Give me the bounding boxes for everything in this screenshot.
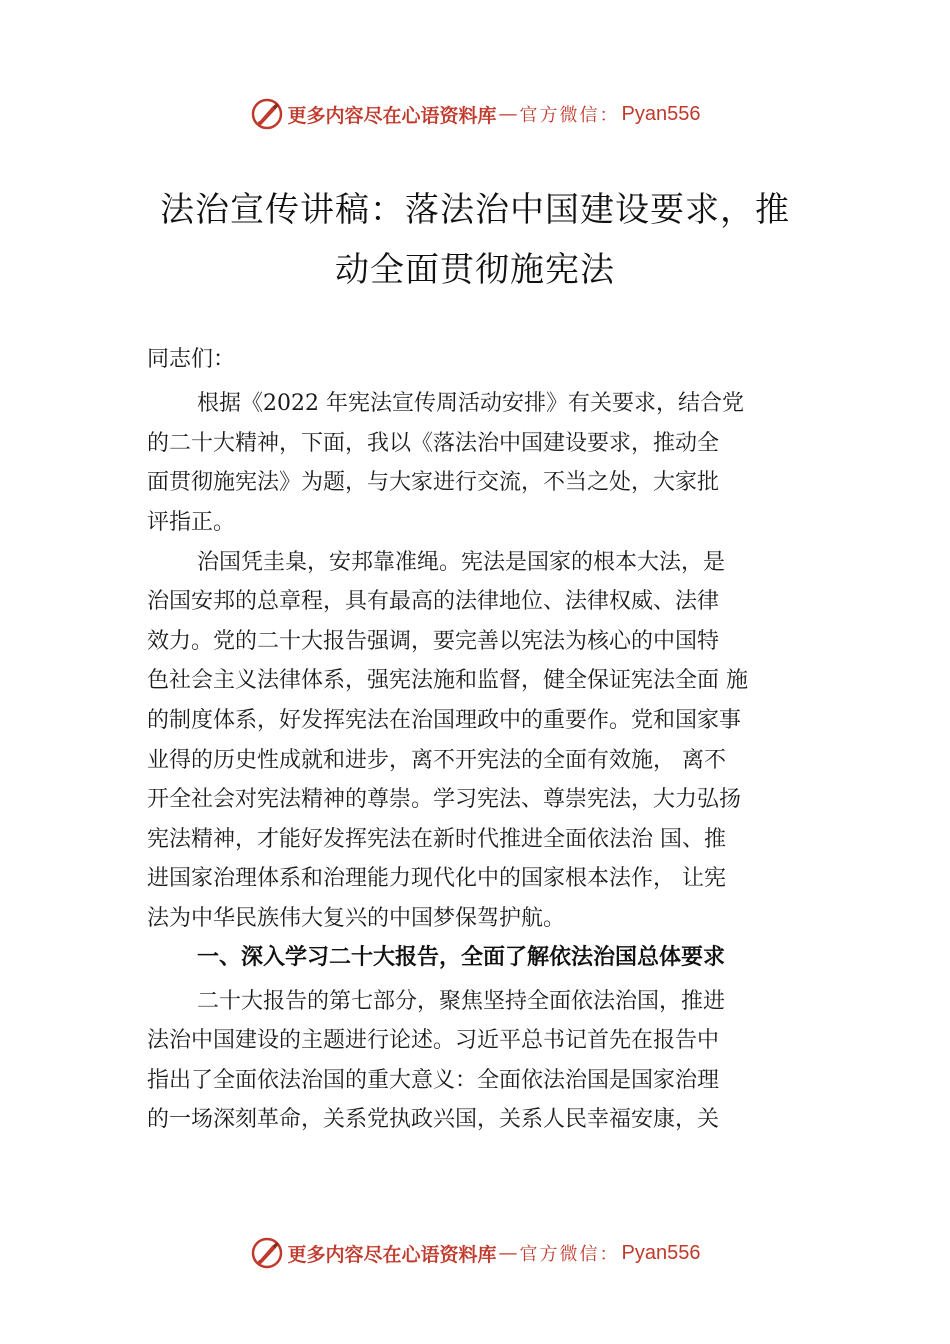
paragraph-line: 宪法精神，才能好发挥宪法在新时代推进全面依法治 国、推 bbox=[147, 827, 726, 852]
paragraph-line: 法为中华民族伟大复兴的中国梦保驾护航。 bbox=[147, 906, 566, 931]
paragraph-line: 色社会主义法律体系，强宪法施和监督，健全保证宪法全面 施 bbox=[147, 668, 748, 693]
watermark-wechat-id: Pyan556 bbox=[621, 1241, 701, 1264]
paragraph-line: 治国安邦的总章程，具有最高的法律地位、法律权威、法律 bbox=[147, 589, 720, 614]
watermark-banner-top bbox=[0, 94, 950, 134]
paragraph-line: 的一场深刻革命，关系党执政兴国，关系人民幸福安康，关 bbox=[147, 1107, 720, 1132]
watermark-official-label: 官方微信： bbox=[519, 1244, 620, 1265]
paragraph-line: 面贯彻施宪法》为题，与大家进行交流，不当之处，大家批 bbox=[147, 470, 720, 495]
paragraph-line: 指出了全面依法治国的重大意义：全面依法治国是国家治理 bbox=[147, 1068, 720, 1093]
brush-logo-icon bbox=[250, 1236, 284, 1270]
paragraph-line: 评指正。 bbox=[147, 510, 236, 535]
watermark-official-label: 官方微信： bbox=[519, 105, 620, 126]
watermark-dash: — bbox=[498, 1242, 518, 1264]
paragraph-line: 业得的历史性成就和进步，离不开宪法的全面有效施， 离不 bbox=[147, 748, 726, 773]
paragraph-line: 进国家治理体系和治理能力现代化中的国家根本法作， 让宪 bbox=[147, 866, 726, 891]
section-heading-1: 一、深入学习二十大报告，全面了解依法治国总体要求 bbox=[197, 945, 726, 970]
paragraph-line: 开全社会对宪法精神的尊崇。学习宪法、尊崇宪法，大力弘扬 bbox=[147, 787, 742, 812]
paragraph-line: 治国凭圭臬，安邦靠准绳。宪法是国家的根本大法，是 bbox=[197, 550, 726, 575]
watermark-text: 更多内容尽在心语资料库 bbox=[287, 1243, 497, 1266]
brush-logo-icon bbox=[250, 97, 284, 131]
document-title-line-2: 动全面贯彻施宪法 bbox=[335, 250, 615, 290]
paragraph-line: 法治中国建设的主题进行论述。习近平总书记首先在报告中 bbox=[147, 1028, 720, 1053]
paragraph-line: 二十大报告的第七部分，聚焦坚持全面依法治国，推进 bbox=[197, 989, 726, 1014]
watermark-dash: — bbox=[498, 103, 518, 125]
watermark-banner-bottom bbox=[0, 1233, 950, 1273]
paragraph-line: 效力。党的二十大报告强调，要完善以宪法为核心的中国特 bbox=[147, 629, 720, 654]
paragraph-line: 的制度体系，好发挥宪法在治国理政中的重要作。党和国家事 bbox=[147, 708, 742, 733]
document-title-line-1: 法治宣传讲稿：落法治中国建设要求，推 bbox=[160, 190, 790, 230]
salutation: 同志们： bbox=[147, 347, 236, 372]
watermark-text: 更多内容尽在心语资料库 bbox=[287, 104, 497, 127]
paragraph-line: 的二十大精神，下面，我以《落法治中国建设要求，推动全 bbox=[147, 431, 720, 456]
paragraph-line: 根据《2022 年宪法宣传周活动安排》有关要求，结合党 bbox=[197, 391, 744, 416]
watermark-wechat-id: Pyan556 bbox=[621, 102, 701, 125]
